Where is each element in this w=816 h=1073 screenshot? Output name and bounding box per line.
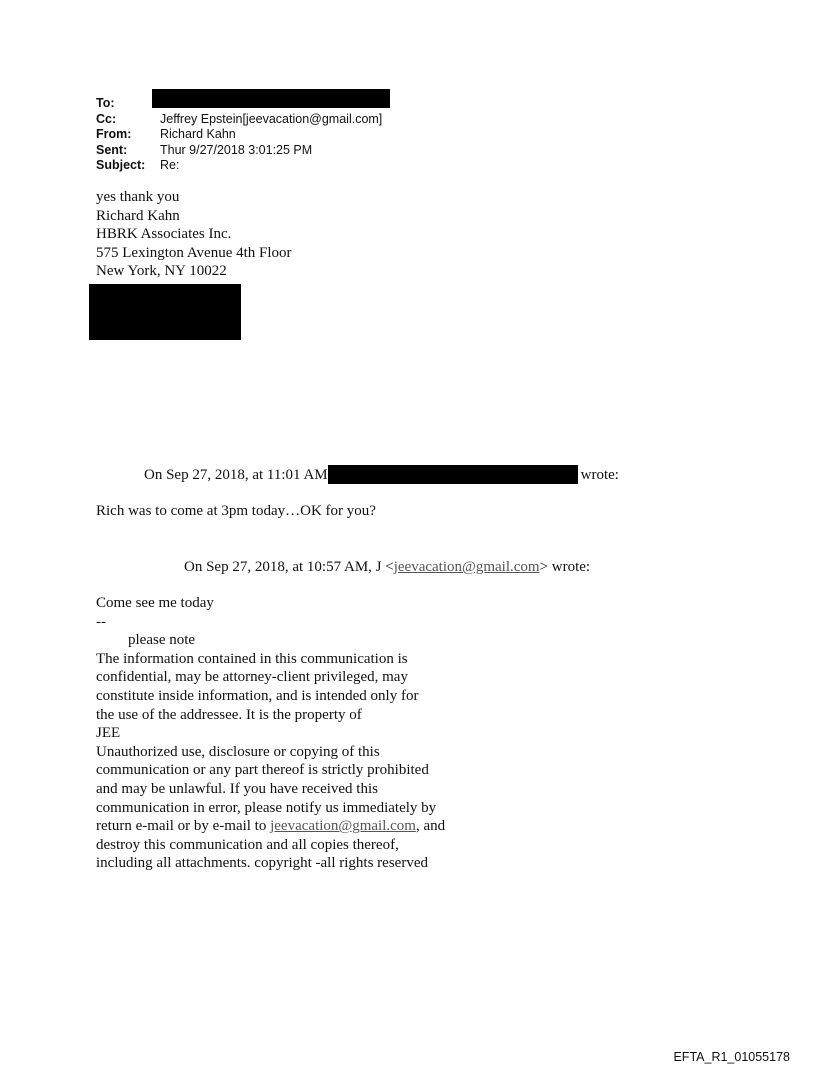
disclaimer-line: communication or any part thereof is strictly prohibited [96,762,429,779]
disclaimer-line: The information contained in this communication is [96,650,408,667]
cc-label: Cc: [96,111,117,126]
disclaimer-line [96,817,445,836]
signature-address-line2: New York, NY 10022 [96,263,227,280]
to-row [96,96,390,112]
sent-value: Thur 9/27/2018 3:01:25 PM [160,142,313,157]
quote2-separator: -- [96,613,106,630]
disclaimer-email-link[interactable]: jeevacation@gmail.com [270,818,416,835]
disclaimer-line: destroy this communication and all copies thereof, [96,836,399,853]
signature-address-line1: 575 Lexington Avenue 4th Floor [96,244,292,261]
disclaimer-line: and may be unlawful. If you have received this [96,780,378,797]
subject-value: Re: [160,158,180,172]
disclaimer-line: confidential, may be attorney-client privileged, may [96,669,408,686]
from-row [96,127,390,143]
reply-text: yes thank you [96,189,180,205]
subject-row [96,158,390,174]
to-label: To: [96,96,115,110]
quote2-note: please note [128,632,196,649]
cc-value: Jeffrey Epstein[jeevacation@gmail.com] [160,111,383,126]
quote2-message: Come see me today [96,595,214,611]
disclaimer-line: Unauthorized use, disclosure or copying of this [96,743,380,760]
quote1-intro [144,465,619,485]
quote2-intro [184,558,590,577]
quote1-message [96,502,376,521]
disclaimer-line: JEE [96,725,121,742]
disclaimer-line: including all attachments. copyright -all rights reserved [96,855,428,872]
email-header [96,96,390,174]
redaction-box-sender [328,465,578,484]
disclaimer-line10-prefix: return e-mail or by e-mail to [96,818,271,835]
document-id: EFTA_R1_01055178 [673,1050,790,1064]
signature-company: HBRK Associates Inc. [96,226,232,243]
quote2-intro-suffix: > wrote: [539,559,591,575]
quote1-wrote: wrote: [580,467,619,483]
disclaimer-line: the use of the addressee. It is the property of [96,706,362,723]
quote1-intro-text: On Sep 27, 2018, at 11:01 AM [144,467,328,483]
sent-label: Sent: [96,142,128,157]
disclaimer-line10-suffix: , and [415,818,446,835]
disclaimer-line: communication in error, please notify us immediately by [96,799,437,816]
redaction-box-recipient [152,89,390,108]
sent-row [96,143,390,159]
quote2-body [96,594,445,873]
cc-row [96,112,390,128]
signature-name: Richard Kahn [96,207,180,224]
from-value: Richard Kahn [160,127,236,141]
quote2-intro-prefix: On Sep 27, 2018, at 10:57 AM, J < [184,559,394,575]
quote1-message-text: Rich was to come at 3pm today…OK for you? [96,503,376,519]
redaction-box-signature [89,284,241,340]
disclaimer-line: constitute inside information, and is intended only for [96,687,419,704]
subject-label: Subject: [96,158,146,172]
from-label: From: [96,127,132,141]
quote2-email-link[interactable]: jeevacation@gmail.com [393,559,540,575]
reply-body [96,188,292,281]
